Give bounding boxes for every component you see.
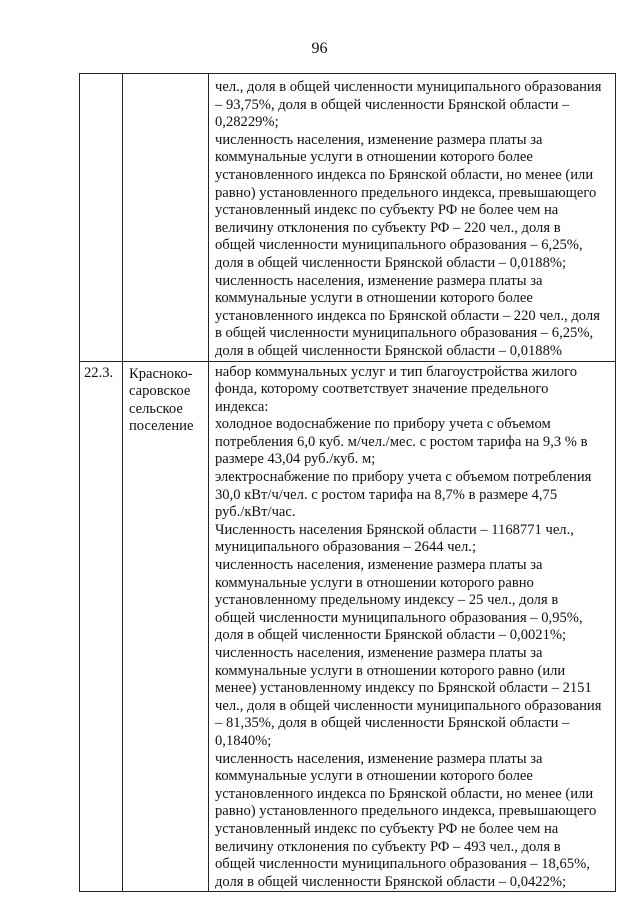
text-line: поселение (129, 418, 194, 435)
text-line: численность населения, изменение размера платы за (215, 645, 543, 661)
row-number-cell (80, 74, 123, 362)
description-text (209, 362, 615, 892)
text-line: 0,28229%; (215, 114, 279, 131)
text-line: коммунальные услуги в отношении которого более (215, 290, 533, 307)
text-line: общей численности муниципального образования – 18,65%, (215, 856, 590, 873)
text-line: индекса: (215, 398, 269, 415)
text-line: установленному предельному индексу – 25 чел., доля в (215, 592, 559, 609)
text-line: общей численности муниципального образования – 0,95%, (215, 609, 583, 626)
page-number: 96 (311, 40, 328, 57)
description-cell (209, 361, 616, 892)
text-line: доля в общей численности Брянской области – 0,0422%; (215, 873, 567, 890)
table-row (80, 361, 616, 892)
text-line: доля в общей численности Брянской области – 0,0188%; (215, 254, 567, 271)
text-line: равно) установленного предельного индекса, превышающего (215, 184, 597, 201)
settlement-name (123, 74, 208, 77)
text-line: доля в общей численности Брянской области – 0,0188% (215, 342, 563, 359)
text-line: сельское (129, 400, 183, 417)
text-line: величину отклонения по субъекту РФ – 493 чел., доля в (215, 838, 561, 855)
text-line: численность населения, изменение размера платы за (215, 131, 543, 148)
text-line: фонда, которому соответствует значение предельного (215, 381, 549, 398)
text-line: менее) установленному индексу по Брянской области – 2151 (215, 680, 592, 697)
text-line: – 93,75%, доля в общей численности Брянской области – (215, 96, 570, 113)
text-line: потребления 6,0 куб. м/чел./мес. с ростом тарифа на 9,3 % в (215, 433, 588, 450)
description-cell (209, 74, 616, 362)
text-line: – 81,35%, доля в общей численности Брянской области – (215, 715, 570, 732)
text-line: набор коммунальных услуг и тип благоустройства жилого (215, 363, 578, 380)
text-line: Численность населения Брянской области – 1168771 чел., (215, 521, 574, 538)
text-line: холодное водоснабжение по прибору учета с объемом (215, 416, 551, 433)
table-row (80, 74, 616, 362)
text-line: установленного индекса по Брянской области, но менее (или (215, 166, 594, 183)
text-line: Красноко- (129, 365, 193, 382)
text-line: доля в общей численности Брянской области – 0,0021%; (215, 627, 567, 644)
text-line: численность населения, изменение размера платы за (215, 272, 543, 289)
text-line: численность населения, изменение размера платы за (215, 557, 543, 574)
row-number: 22.3. (84, 364, 114, 381)
document-table (79, 73, 616, 892)
text-line: чел., доля в общей численности муниципального образования (215, 697, 602, 714)
text-line: установленного индекса по Брянской области – 220 чел., доля (215, 307, 600, 324)
settlement-name-cell (123, 361, 209, 892)
text-line: установленного индекса по Брянской области, но менее (или (215, 785, 594, 802)
text-line: размере 43,04 руб./куб. м; (215, 451, 376, 468)
text-line: равно) установленного предельного индекса, превышающего (215, 803, 597, 820)
text-line: чел., доля в общей численности муниципального образования (215, 79, 602, 95)
text-line: руб./кВт/час. (215, 504, 296, 521)
text-line: коммунальные услуги в отношении которого равно (или (215, 662, 566, 679)
text-line: 0,1840%; (215, 732, 272, 749)
row-number (80, 74, 122, 77)
text-line: общей численности муниципального образования – 6,25%, (215, 237, 583, 254)
settlement-name (123, 362, 208, 435)
text-line: 30,0 кВт/ч/чел. с ростом тарифа на 8,7% в размере 4,75 (215, 486, 558, 503)
text-line: установленный индекс по субъекту РФ не более чем на (215, 820, 559, 837)
text-line: коммунальные услуги в отношении которого более (215, 149, 533, 166)
settlement-name-cell (123, 74, 209, 362)
text-line: коммунальные услуги в отношении которого более (215, 768, 533, 785)
text-line: величину отклонения по субъекту РФ – 220 чел., доля в (215, 219, 561, 236)
text-line: коммунальные услуги в отношении которого равно (215, 574, 534, 591)
text-line: муниципального образования – 2644 чел.; (215, 539, 477, 556)
description-text (209, 74, 615, 361)
text-line: установленный индекс по субъекту РФ не более чем на (215, 202, 559, 219)
text-line: в общей численности муниципального образования – 6,25%, (215, 325, 594, 342)
text-line: саровское (129, 383, 191, 400)
text-line: численность населения, изменение размера платы за (215, 750, 543, 767)
row-number-cell (80, 361, 123, 892)
text-line: электроснабжение по прибору учета с объемом потребления (215, 469, 592, 486)
